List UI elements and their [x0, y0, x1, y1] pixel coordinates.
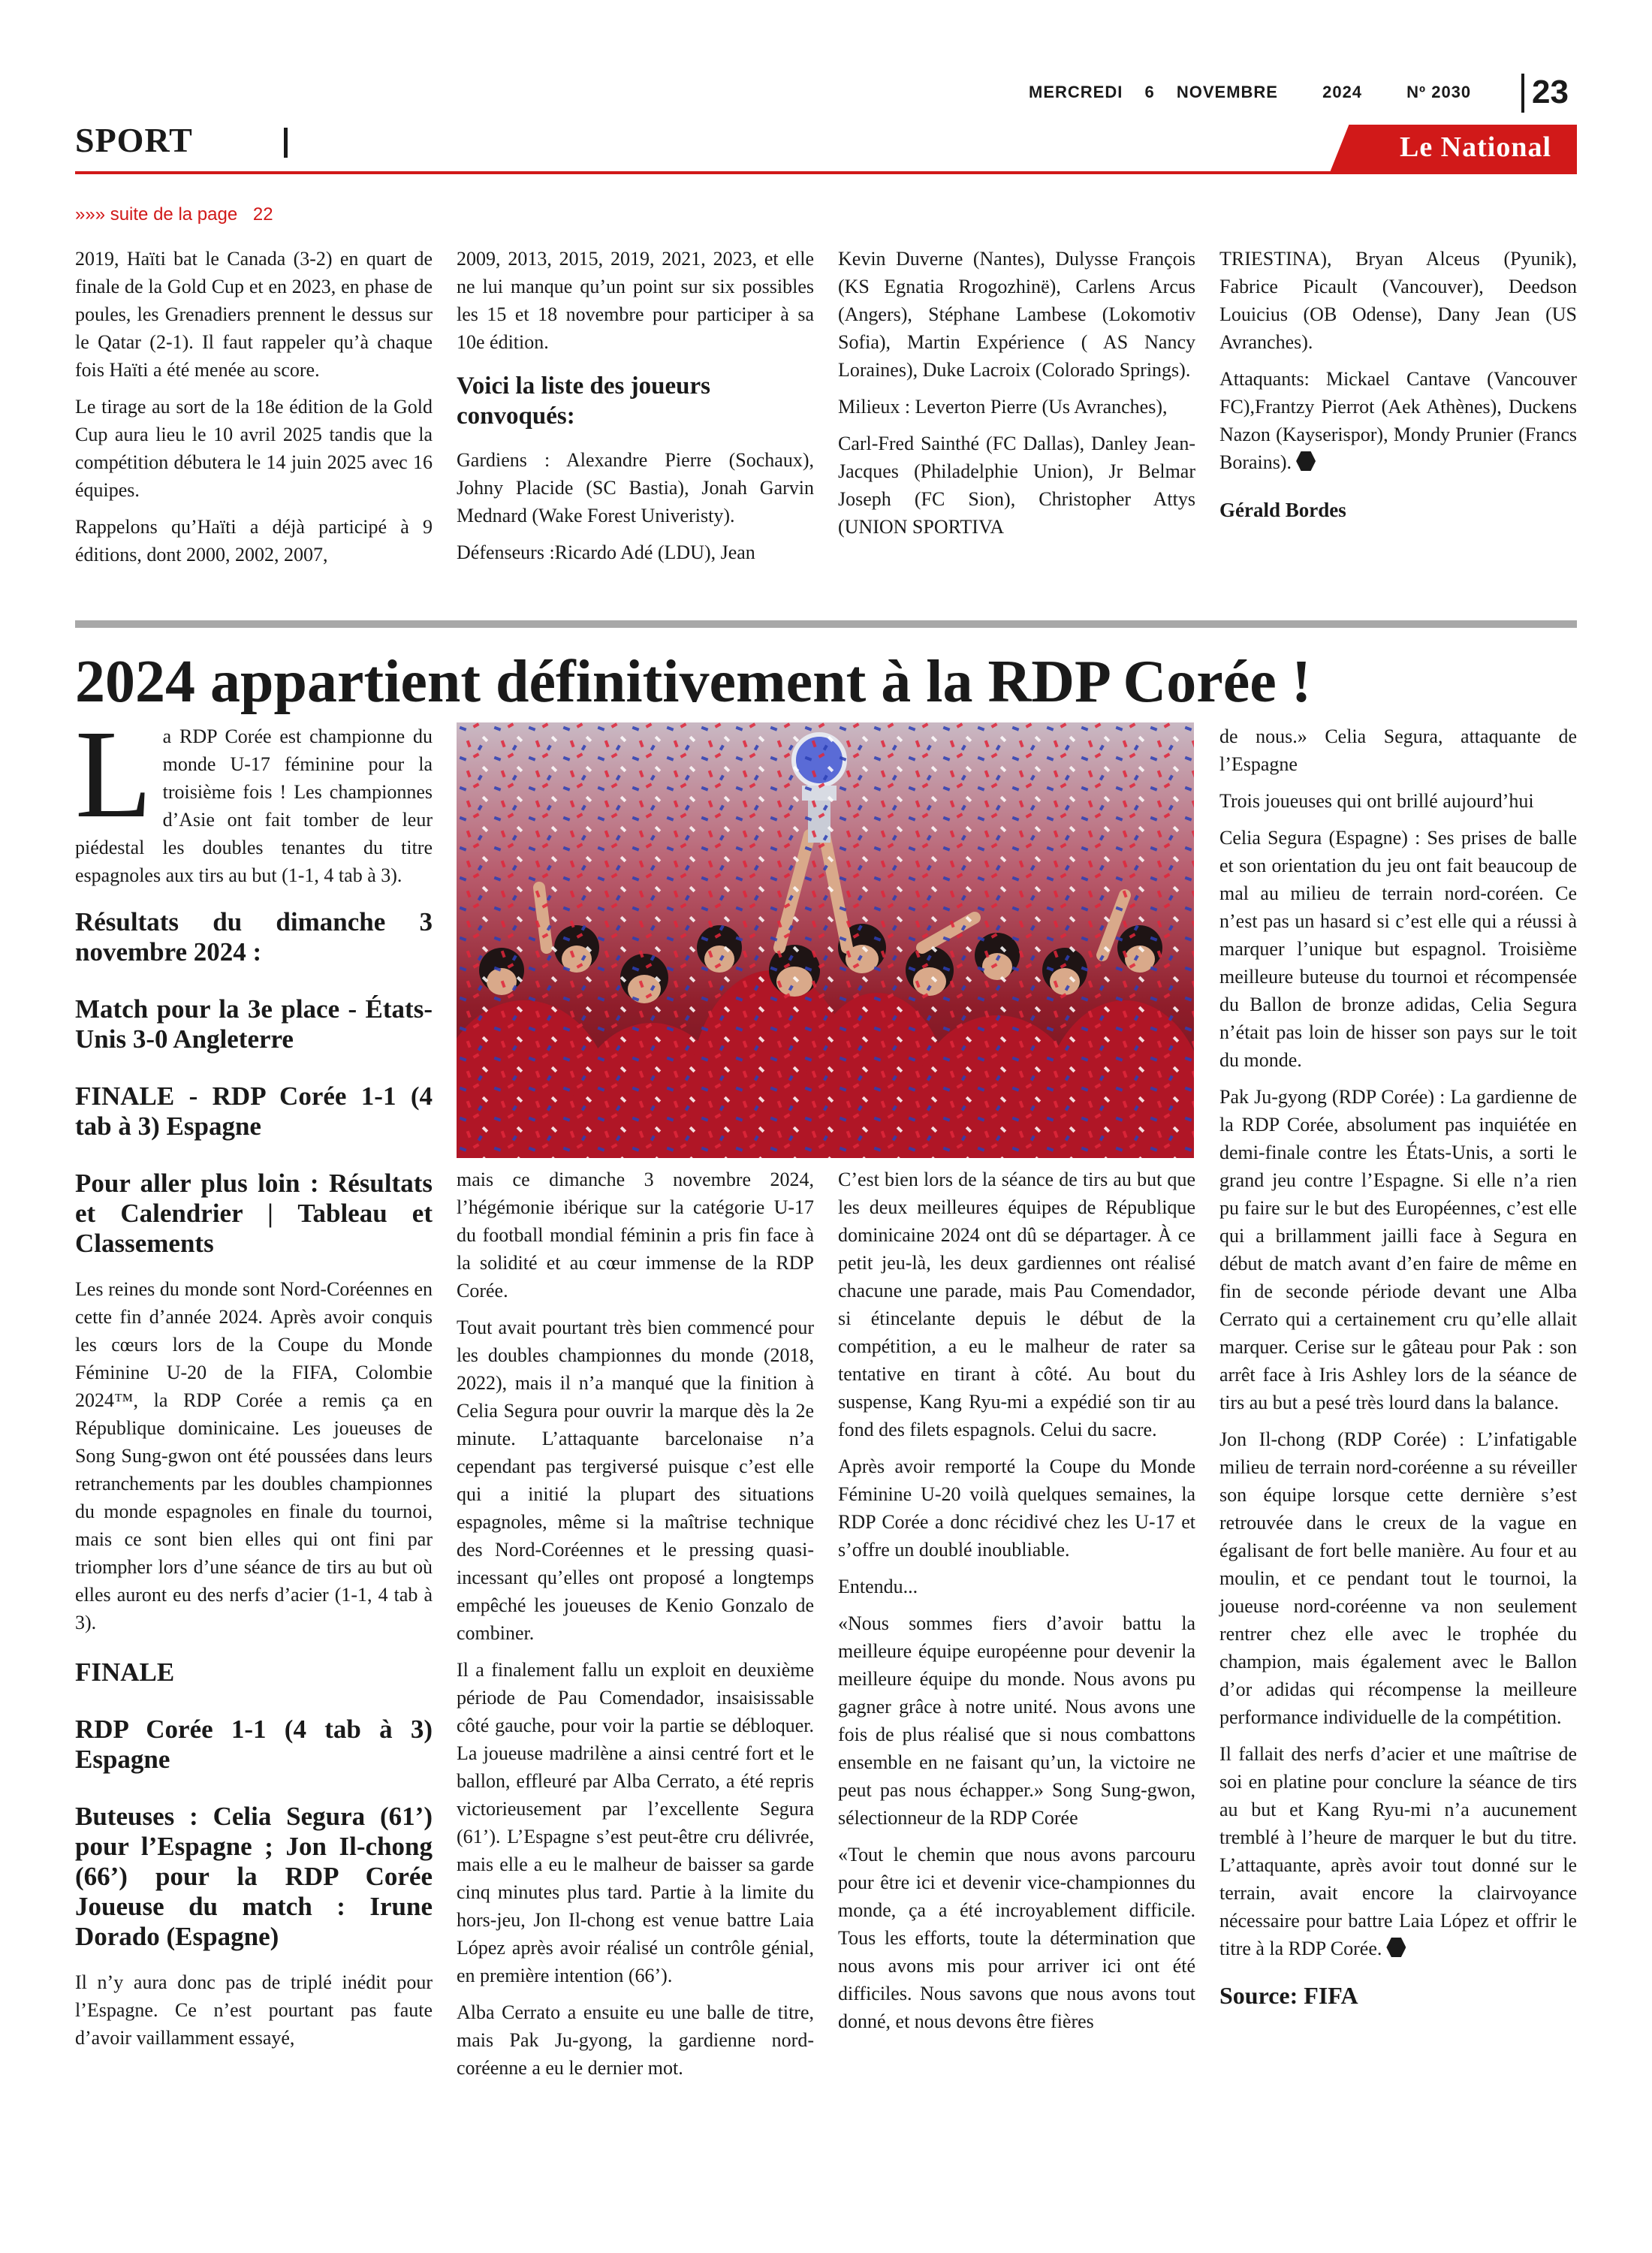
- issue-number: Nº 2030: [1406, 83, 1472, 101]
- paragraph: 2009, 2013, 2015, 2019, 2021, 2023, et elle ne lui manque qu’un point sur six possibles les 15 et 18 novembre pour participer à sa 10e édition.: [457, 248, 814, 353]
- forwards-list: [1219, 365, 1577, 476]
- paragraph: Kevin Duverne (Nantes), Dulysse François (KS Egnatia Rrogozhinë), Carlens Arcus (Angers), Stéphane Lambese (Lokomotiv Sofia), Martin Expérience ( AS Nancy Loraines), Duke Lacroix (Colorado Springs).: [838, 248, 1195, 381]
- more-info-heading: Pour aller plus loin : Résultats et Calendrier | Tableau et Classements: [75, 1169, 433, 1258]
- main-article-column-4: [1219, 722, 1577, 2010]
- issue-day: MERCREDI: [1029, 83, 1123, 101]
- paragraph: 2019, Haïti bat le Canada (3-2) en quart de finale de la Gold Cup et en 2023, en phase de poules, les Grenadiers prennent le dessus sur le Qatar (2-1). Il faut rappeler qu’à chaque fois Haïti a été menée au score.: [75, 248, 433, 381]
- header-red-rule: [75, 171, 1352, 174]
- paragraph: C’est bien lors de la séance de tirs au but que les deux meilleures équipes de République dominicaine 2024 ont dû se départager. À ce petit jeu-là, les deux gardiennes ont réalisé chacune une parade, mais Pau Comendador, si étincelante depuis le début de la compétition, a eu le malheur de rater sa tentative en tirant à côté. Au bout du suspense, Kang Ryu-mi a expédié son tir au fond des filets espagnols. Celui du sacre.: [838, 1169, 1195, 1440]
- paragraph: Le tirage au sort de la 18e édition de la Gold Cup aura lieu le 10 avril 2025 tandis que la compétition débutera le 14 juin 2025 avec 16 équipes.: [75, 396, 433, 501]
- paragraph: mais ce dimanche 3 novembre 2024, l’hégémonie ibérique sur la catégorie U-17 du football mondial féminin a pris fin face à la solidité et au cœur immense de la RDP Corée.: [457, 1169, 814, 1301]
- quote-coach: «Nous sommes fiers d’avoir battu la meilleure équipe européenne pour devenir la meilleure équipe du monde. Nous avons pu gagner grâce à notre unité. Nous avons une fois de plus réalisé que si nous combattons ensemble en ne faisant qu’un, la victoire ne peut pas nous échapper.» Song Sung-gwon, sélectionneur de la RDP Corée: [838, 1612, 1195, 1829]
- paragraph: Jon Il-chong (RDP Corée) : L’infatigable milieu de terrain nord-coréenne a su réveiller son équipe lorsque cette dernière s’est retrouvée dans le creux de la vague en égalisant de fort belle manière. Au four et au moulin, et ce pendant tout le tournoi, la joueuse nord-coréenne va non seulement rentrer chez elle avec le trophée du champion, mais également avec le Ballon d’or adidas qui récompense la meilleure performance individuelle de la compétition.: [1219, 1428, 1577, 1728]
- finale-score-heading: RDP Corée 1-1 (4 tab à 3) Espagne: [75, 1715, 433, 1774]
- final-score-heading: FINALE - RDP Corée 1-1 (4 tab à 3) Espagne: [75, 1081, 433, 1141]
- defenders-list: Défenseurs :Ricardo Adé (LDU), Jean: [457, 541, 755, 563]
- paragraph: Il a finalement fallu un exploit en deuxième période de Pau Comendador, insaisissable côté gauche, pour voir la partie se débloquer. La joueuse madrilène a ainsi centré fort et le ballon, effleuré par Alba Cerrato, a été repris victorieusement par l’excellente Segura (61’). L’Espagne s’est peut-être cru délivrée, mais elle a eu le malheur de baisser sa garde cinq minutes plus tard. Partie à la limite du hors-jeu, Jon Il-chong est venue battre Laia López après avoir réalisé un contrôle génial, en première intention (66’).: [457, 1659, 814, 1986]
- paragraph: de nous.» Celia Segura, attaquante de l’Espagne: [1219, 725, 1577, 775]
- players-list-heading: Voici la liste des joueurs convoqués:: [457, 372, 710, 430]
- paragraph: Après avoir remporté la Coupe du Monde Féminine U-20 voilà quelques semaines, la RDP Corée a donc récidivé chez les U-17 et s’offre un doublé inoubliable.: [838, 1455, 1195, 1561]
- celebration-photo: [457, 722, 1194, 1158]
- author-byline: Gérald Bordes: [1219, 499, 1346, 521]
- paragraph: Rappelons qu’Haïti a déjà participé à 9 éditions, dont 2000, 2002, 2007,: [75, 516, 433, 566]
- top-article-column-2: [457, 245, 814, 575]
- issue-date: 6: [1144, 83, 1155, 101]
- forwards-text: Attaquants: Mickael Cantave (Vancouver FC),Frantzy Pierrot (Aek Athènes), Duckens Nazon (Kayserispor), Mondy Prunier (Francs Borains).: [1219, 368, 1577, 473]
- closing-text: Il fallait des nerfs d’acier et une maîtrise de soi en platine pour conclure la séance de tirs au but et Kang Ryu-mi n’a aucunement tremblé à l’heure de marquer le but du titre. L’attaquante, après avoir tout donné sur le terrain, avait encore la clairvoyance nécessaire pour battre Laia López et offrir le titre à la RDP Corée.: [1219, 1743, 1577, 1959]
- article-separator: [75, 620, 1577, 628]
- paragraph: Tout avait pourtant très bien commencé pour les doubles championnes du monde (2018, 2022), mais il n’a manqué que la finition à Celia Segura pour ouvrir la marque dès la 2e minute. L’attaquante barcelonaise n’a cependant pas tergiversé puisque c’est elle qui a initié la plupart des situations espagnoles, même si la maîtrise technique des Nord-Coréennes et le pressing quasi-incessant qu’elles ont proposé a longtemps empêché les joueuses de Kenio Gonzalo de combiner.: [457, 1317, 814, 1644]
- paragraph: Alba Cerrato a ensuite eu une balle de titre, mais Pak Ju-gyong, la gardienne nord-coréenne a eu le dernier mot.: [457, 2001, 814, 2079]
- paragraph: Carl-Fred Sainthé (FC Dallas), Danley Jean-Jacques (Philadelphie Union), Jr Belmar Joseph (FC Sion), Christopher Attys (UNION SPORTIVA: [838, 433, 1195, 538]
- paragraph: Il n’y aura donc pas de triplé inédit pour l’Espagne. Ce n’est pourtant pas faute d’avoir vaillamment essayé,: [75, 1971, 433, 2049]
- quote-segura: «Tout le chemin que nous avons parcouru pour être ici et devenir vice-championnes du monde, ça a été incroyablement difficile. Tous les efforts, toute la détermination que nous avons mis pour arriver ici ont été difficiles. Nous savons que nous avons tout donné, et nous devons être fières: [838, 1844, 1195, 2032]
- scorers-heading: Buteuses : Celia Segura (61’) pour l’Espagne ; Jon Il-chong (66’) pour la RDP Corée Joueuse du match : Irune Dorado (Espagne): [75, 1802, 433, 1951]
- issue-year: 2024: [1322, 83, 1363, 101]
- continued-label: »»» suite de la page: [75, 204, 238, 225]
- page-number: 23: [1532, 74, 1569, 110]
- lead-paragraph: [75, 704, 433, 889]
- end-mark-icon: [1296, 451, 1316, 471]
- top-article-column-4: [1219, 245, 1577, 522]
- main-article-column-3: [838, 1166, 1195, 2044]
- end-mark-icon: [1386, 1938, 1406, 1957]
- page-number-divider: [1521, 74, 1524, 113]
- drop-cap: L: [75, 704, 152, 844]
- brand-name: Le National: [1399, 131, 1552, 163]
- closing-paragraph: [1219, 1740, 1577, 1962]
- paragraph: Celia Segura (Espagne) : Ses prises de balle et son orientation du jeu ont fait beaucoup de mal au milieu de terrain nord-coréen. Ce n’est pas un hasard si c’est elle qui a réussi à marquer l’unique but espagnol. Troisième meilleure buteuse du tournoi et récompensée du Ballon de bronze adidas, Celia Segura n’était pas loin de hisser son pays sur le toit du monde.: [1219, 827, 1577, 1071]
- top-article-column-1: [75, 245, 433, 578]
- paragraph: TRIESTINA), Bryan Alceus (Pyunik), Fabrice Picault (Vancouver), Deedson Louicius (OB Odense), Dany Jean (US Avranches).: [1219, 248, 1577, 353]
- paragraph: Les reines du monde sont Nord-Coréennes en cette fin d’année 2024. Après avoir conquis les cœurs lors de la Coupe du Monde Féminine U-20 de la FIFA, Colombie 2024™, la RDP Corée a remis ça en République dominicaine. Les joueuses de Song Sung-gwon ont été poussées dans leurs retranchements par les doubles championnes du monde espagnoles en finale du tournoi, mais ce sont bien elles qui ont fini par triompher lors d’une séance de tirs au but où elles auront eu des nerfs d’acier (1-1, 4 tab à 3).: [75, 1278, 433, 1633]
- goalkeepers-list: Gardiens : Alexandre Pierre (Sochaux), Johny Placide (SC Bastia), Jonah Garvin Mednard (Wake Forest Univeristy).: [457, 449, 814, 526]
- lead-text: a RDP Corée est championne du monde U-17 féminine pour la troisième fois ! Les championnes d’Asie ont fait tomber de leur piédestal les doubles tenantes du titre espagnoles aux tirs au but (1-1, 4 tab à 3).: [75, 725, 433, 886]
- results-heading: Résultats du dimanche 3 novembre 2024 :: [75, 907, 433, 967]
- finale-heading: FINALE: [75, 1657, 175, 1687]
- third-place-heading: Match pour la 3e place - États-Unis 3-0 Angleterre: [75, 994, 433, 1054]
- subheading-players: Trois joueuses qui ont brillé aujourd’hui: [1219, 790, 1534, 812]
- issue-date-line: [1029, 83, 1472, 102]
- section-title: SPORT: [75, 121, 193, 159]
- issue-month: NOVEMBRE: [1176, 83, 1278, 101]
- section-divider: [284, 128, 288, 158]
- top-article-column-3: [838, 245, 1195, 550]
- celebration-photo-image: [457, 722, 1194, 1158]
- paragraph: Pak Ju-gyong (RDP Corée) : La gardienne de la RDP Corée, absolument pas inquiétée en demi-finale contre les États-Unis, a sorti le grand jeu contre l’Espagne. Si elle n’a rien pu faire sur le but des Européennes, c’est elle qui a brillamment jailli face à Segura en début de match avant d’en faire de même en fin de seconde période devant une Alba Cerrato qui a certainement cru qu’elle allait marquer. Cerise sur le gâteau pour Pak : son arrêt face à Iris Ashley lors de la séance de tirs au but a pesé très lourd dans la balance.: [1219, 1086, 1577, 1413]
- article-source: Source: FIFA: [1219, 1982, 1358, 2009]
- main-headline: 2024 appartient définitivement à la RDP Corée !: [75, 649, 1312, 715]
- paragraph: Entendu...: [838, 1576, 918, 1597]
- continued-page: 22: [252, 204, 273, 225]
- main-article-column-2: [457, 1166, 814, 2091]
- main-article-column-1: [75, 704, 433, 2061]
- midfielders-list: Milieux : Leverton Pierre (Us Avranches),: [838, 396, 1168, 418]
- continued-from: [75, 204, 273, 225]
